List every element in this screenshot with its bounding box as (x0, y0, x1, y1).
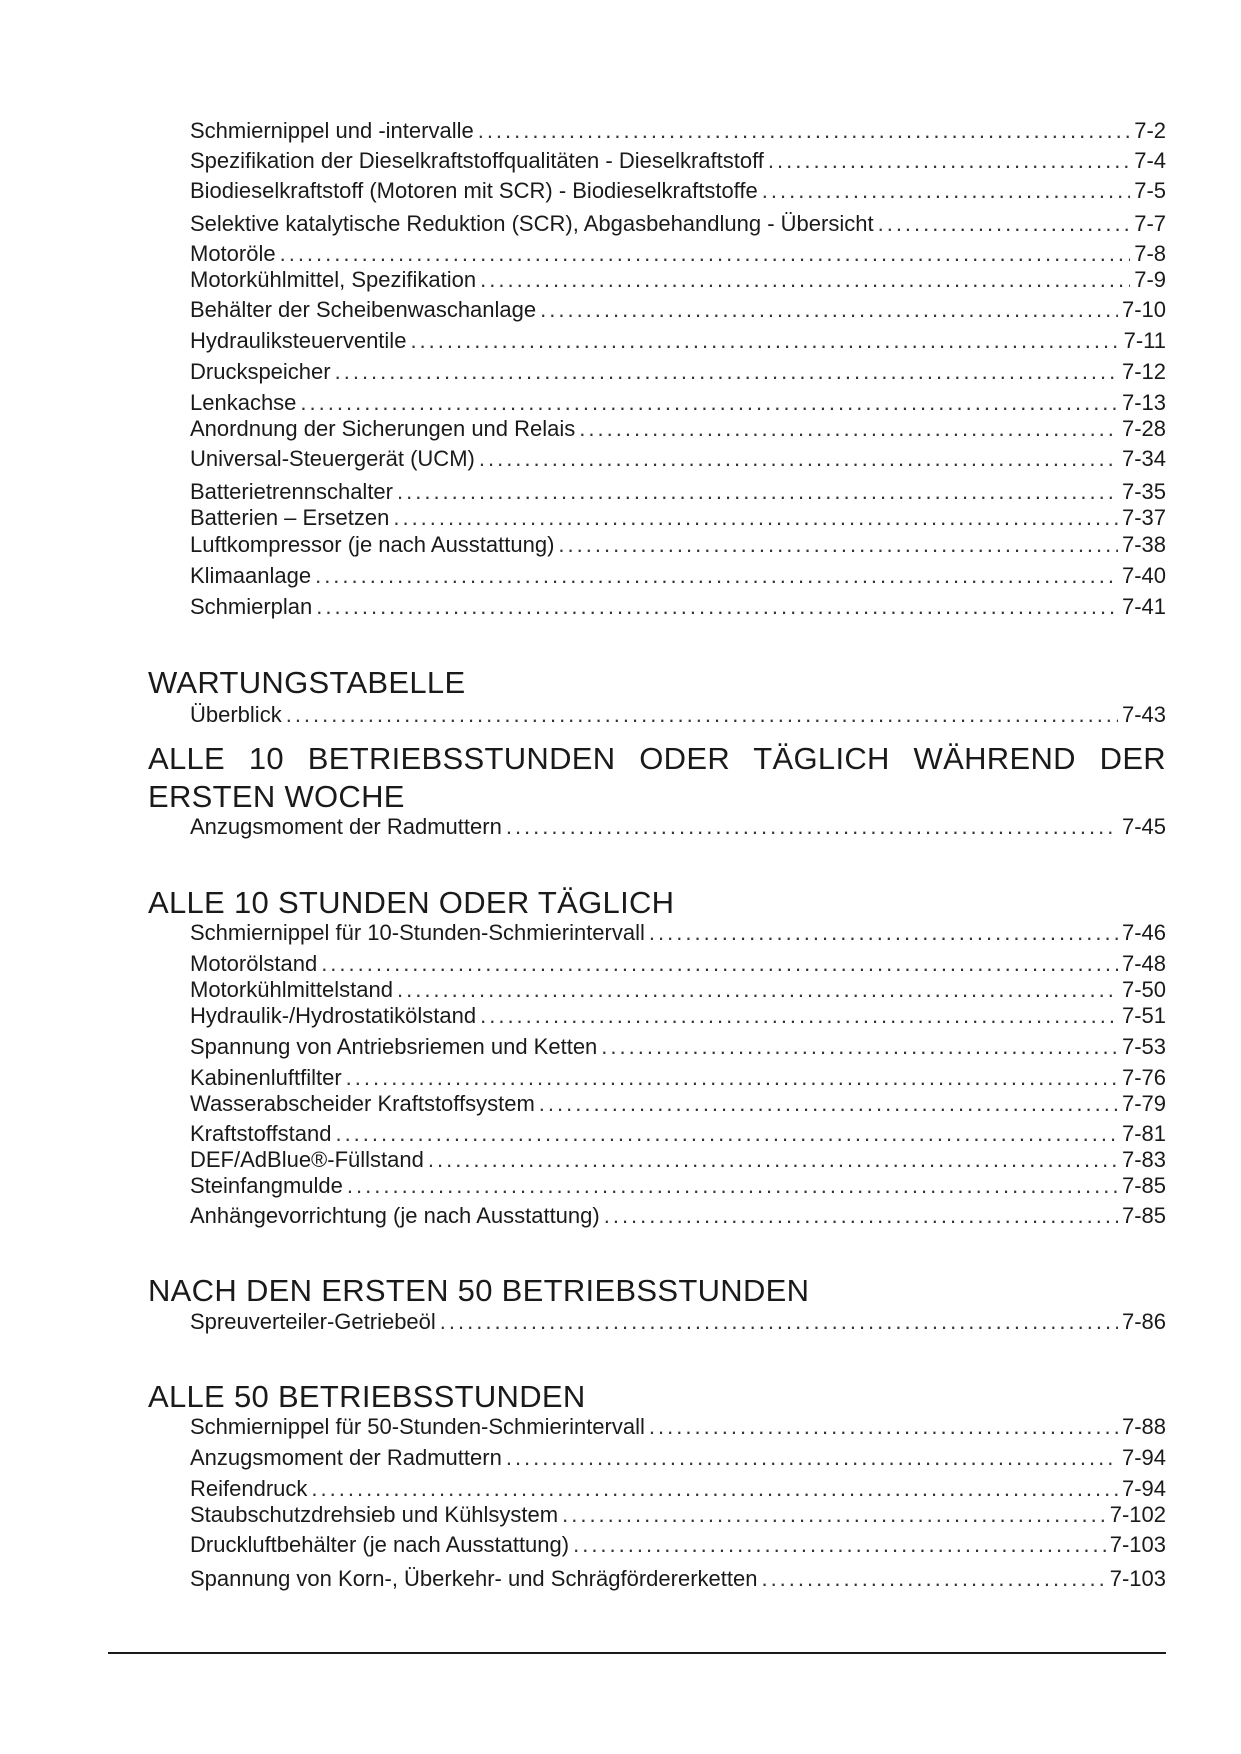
toc-entry[interactable] (190, 505, 1166, 531)
dot-leader (878, 211, 1131, 237)
toc-entry-page: 7-50 (1121, 977, 1166, 1002)
toc-entry[interactable] (190, 118, 1166, 144)
toc-entry[interactable] (190, 479, 1166, 505)
toc-entry-label: Luftkompressor (je nach Ausstattung) (190, 532, 555, 557)
dot-leader (480, 1003, 1118, 1029)
toc-entry-label: Lenkachse (190, 390, 297, 415)
toc-entry-label: Motorkühlmittelstand (190, 977, 393, 1002)
dot-leader (558, 532, 1118, 558)
toc-entry-label: Spreuverteiler-Getriebeöl (190, 1309, 436, 1334)
toc-entry-label: Druckspeicher (190, 359, 331, 384)
toc-entry-page: 7-79 (1121, 1091, 1166, 1116)
toc-entry-label: Biodieselkraftstoff (Motoren mit SCR) - Biodieselkraftstoffe (190, 178, 758, 203)
dot-leader (347, 1173, 1118, 1199)
toc-entry[interactable] (190, 1476, 1166, 1502)
dot-leader (762, 178, 1130, 204)
toc-entry-label: Spannung von Antriebsriemen und Ketten (190, 1034, 598, 1059)
dot-leader (506, 814, 1118, 840)
toc-entry-page: 7-53 (1121, 1034, 1166, 1059)
toc-entry[interactable] (190, 359, 1166, 385)
dot-leader (335, 1121, 1118, 1147)
toc-entry[interactable] (190, 1566, 1166, 1592)
toc-entry-page: 7-45 (1121, 814, 1166, 839)
dot-leader (286, 702, 1118, 728)
dot-leader (440, 1309, 1118, 1335)
dot-leader (480, 267, 1130, 293)
toc-entry[interactable] (190, 977, 1166, 1003)
toc-entry-page: 7-94 (1121, 1476, 1166, 1501)
toc-entry-page: 7-12 (1121, 359, 1166, 384)
toc-entry-label: Motorölstand (190, 951, 318, 976)
dot-leader (410, 328, 1119, 354)
toc-entry-page: 7-37 (1121, 505, 1166, 530)
dot-leader (761, 1566, 1105, 1592)
toc-entry[interactable] (190, 532, 1166, 558)
toc-entry-label: Wasserabscheider Kraftstoffsystem (190, 1091, 535, 1116)
toc-entry[interactable] (190, 1445, 1166, 1471)
toc-entry-page: 7-8 (1134, 241, 1166, 266)
toc-entry[interactable] (190, 814, 1166, 840)
dot-leader (540, 297, 1118, 323)
toc-entry[interactable] (190, 148, 1166, 174)
dot-leader (649, 1414, 1118, 1440)
dot-leader (397, 479, 1118, 505)
toc-entry-label: Batterietrennschalter (190, 479, 393, 504)
toc-entry-label: DEF/AdBlue®-Füllstand (190, 1147, 424, 1172)
toc-entry[interactable] (190, 1065, 1166, 1091)
toc-entry[interactable] (190, 297, 1166, 323)
dot-leader (346, 1065, 1118, 1091)
toc-entry-page: 7-94 (1121, 1445, 1166, 1470)
toc-entry-page: 7-41 (1121, 594, 1166, 619)
toc-entry-label: Schmiernippel für 50-Stunden-Schmierintervall (190, 1414, 645, 1439)
toc-entry[interactable] (190, 1034, 1166, 1060)
dot-leader (478, 118, 1131, 144)
toc-entry-page: 7-102 (1109, 1502, 1166, 1527)
toc-entry[interactable] (190, 702, 1166, 728)
toc-entry-label: Spezifikation der Dieselkraftstoffqualitäten - Dieselkraftstoff (190, 148, 764, 173)
toc-entry-page: 7-2 (1134, 118, 1166, 143)
section-heading-line: ALLE 10 BETRIEBSSTUNDEN ODER TÄGLICH WÄHREND DER (148, 741, 1166, 776)
toc-entry-page: 7-43 (1121, 702, 1166, 727)
toc-entry-label: Motorkühlmittel, Spezifikation (190, 267, 477, 292)
toc-entry[interactable] (190, 1309, 1166, 1335)
toc-entry[interactable] (190, 267, 1166, 293)
toc-entry-page: 7-38 (1121, 532, 1166, 557)
toc-entry-label: Anzugsmoment der Radmuttern (190, 1445, 502, 1470)
toc-entry-label: Anordnung der Sicherungen und Relais (190, 416, 576, 441)
toc-entry-page: 7-103 (1109, 1532, 1166, 1557)
dot-leader (562, 1502, 1106, 1528)
toc-entry-page: 7-88 (1121, 1414, 1166, 1439)
toc-entry-page: 7-35 (1121, 479, 1166, 504)
toc-entry[interactable] (190, 416, 1166, 442)
section-heading: ALLE 10 STUNDEN ODER TÄGLICH (148, 885, 675, 920)
section-heading (148, 740, 1166, 816)
toc-entry-page: 7-81 (1121, 1121, 1166, 1146)
toc-entry[interactable] (190, 1203, 1166, 1229)
toc-entry[interactable] (190, 1173, 1166, 1199)
toc-entry-page: 7-48 (1121, 951, 1166, 976)
dot-leader (315, 563, 1118, 589)
toc-entry-page: 7-11 (1123, 328, 1166, 353)
toc-entry[interactable] (190, 328, 1166, 354)
toc-entry-page: 7-4 (1134, 148, 1166, 173)
toc-entry[interactable] (190, 178, 1166, 204)
toc-entry[interactable] (190, 1091, 1166, 1117)
dot-leader (311, 1476, 1118, 1502)
toc-entry-label: Schmiernippel für 10-Stunden-Schmierintervall (190, 920, 645, 945)
dot-leader (573, 1532, 1106, 1558)
toc-entry-label: Hydraulik-/Hydrostatikölstand (190, 1003, 477, 1028)
toc-entry[interactable] (190, 1003, 1166, 1029)
toc-entry[interactable] (190, 594, 1166, 620)
toc-entry-page: 7-85 (1121, 1203, 1166, 1228)
toc-entry-label: Behälter der Scheibenwaschanlage (190, 297, 537, 322)
toc-entry[interactable] (190, 1414, 1166, 1440)
dot-leader (397, 977, 1118, 1003)
section-heading: NACH DEN ERSTEN 50 BETRIEBSSTUNDEN (148, 1273, 810, 1308)
dot-leader (479, 446, 1118, 472)
toc-entry-page: 7-40 (1121, 563, 1166, 588)
toc-entry-label: Anhängevorrichtung (je nach Ausstattung) (190, 1203, 600, 1228)
toc-entry-label: Hydrauliksteuerventile (190, 328, 407, 353)
dot-leader (579, 416, 1118, 442)
dot-leader (506, 1445, 1118, 1471)
toc-entry-label: Überblick (190, 702, 282, 727)
toc-entry-label: Staubschutzdrehsieb und Kühlsystem (190, 1502, 559, 1527)
toc-entry[interactable] (190, 1532, 1166, 1558)
toc-entry-label: Steinfangmulde (190, 1173, 343, 1198)
toc-entry-label: Druckluftbehälter (je nach Ausstattung) (190, 1532, 570, 1557)
dot-leader (335, 359, 1118, 385)
toc-entry-page: 7-7 (1134, 211, 1166, 236)
toc-entry-page: 7-85 (1121, 1173, 1166, 1198)
toc-entry-label: Schmiernippel und -intervalle (190, 118, 474, 143)
dot-leader (649, 920, 1118, 946)
toc-entry[interactable] (190, 920, 1166, 946)
toc-entry[interactable] (190, 563, 1166, 589)
toc-entry-page: 7-9 (1134, 267, 1166, 292)
toc-entry-label: Motoröle (190, 241, 276, 266)
toc-entry-page: 7-5 (1134, 178, 1166, 203)
toc-entry-label: Kraftstoffstand (190, 1121, 332, 1146)
toc-entry-label: Reifendruck (190, 1476, 308, 1501)
toc-entry-page: 7-51 (1121, 1003, 1166, 1028)
dot-leader (539, 1091, 1118, 1117)
dot-leader (300, 390, 1118, 416)
dot-leader (316, 594, 1118, 620)
dot-leader (321, 951, 1118, 977)
toc-entry-page: 7-76 (1121, 1065, 1166, 1090)
section-heading: ALLE 50 BETRIEBSSTUNDEN (148, 1379, 586, 1414)
dot-leader (604, 1203, 1118, 1229)
dot-leader (768, 148, 1130, 174)
section-heading: WARTUNGSTABELLE (148, 665, 466, 700)
toc-entry[interactable] (190, 1502, 1166, 1528)
dot-leader (280, 241, 1131, 267)
footer-rule (108, 1652, 1166, 1654)
dot-leader (393, 505, 1118, 531)
toc-entry-label: Klimaanlage (190, 563, 312, 588)
toc-entry-label: Kabinenluftfilter (190, 1065, 342, 1090)
toc-entry-label: Batterien – Ersetzen (190, 505, 390, 530)
toc-entry[interactable] (190, 951, 1166, 977)
toc-entry[interactable] (190, 446, 1166, 472)
toc-entry-label: Spannung von Korn-, Überkehr- und Schrägfördererketten (190, 1566, 758, 1591)
toc-entry[interactable] (190, 241, 1166, 267)
toc-entry-page: 7-86 (1121, 1309, 1166, 1334)
toc-entry-page: 7-83 (1121, 1147, 1166, 1172)
toc-entry-label: Schmierplan (190, 594, 313, 619)
toc-entry[interactable] (190, 390, 1166, 416)
toc-entry-label: Universal-Steuergerät (UCM) (190, 446, 475, 471)
dot-leader (601, 1034, 1118, 1060)
toc-entry-page: 7-13 (1121, 390, 1166, 415)
toc-entry-page: 7-34 (1121, 446, 1166, 471)
toc-entry-label: Selektive katalytische Reduktion (SCR), Abgasbehandlung - Übersicht (190, 211, 874, 236)
toc-entry-label: Anzugsmoment der Radmuttern (190, 814, 502, 839)
toc-entry-page: 7-10 (1121, 297, 1166, 322)
section-heading-line: ERSTEN WOCHE (148, 779, 405, 814)
toc-entry[interactable] (190, 211, 1166, 237)
toc-entry-page: 7-103 (1109, 1566, 1166, 1591)
toc-entry-page: 7-28 (1121, 416, 1166, 441)
toc-entry-page: 7-46 (1121, 920, 1166, 945)
toc-entry[interactable] (190, 1121, 1166, 1147)
dot-leader (428, 1147, 1118, 1173)
toc-entry[interactable] (190, 1147, 1166, 1173)
